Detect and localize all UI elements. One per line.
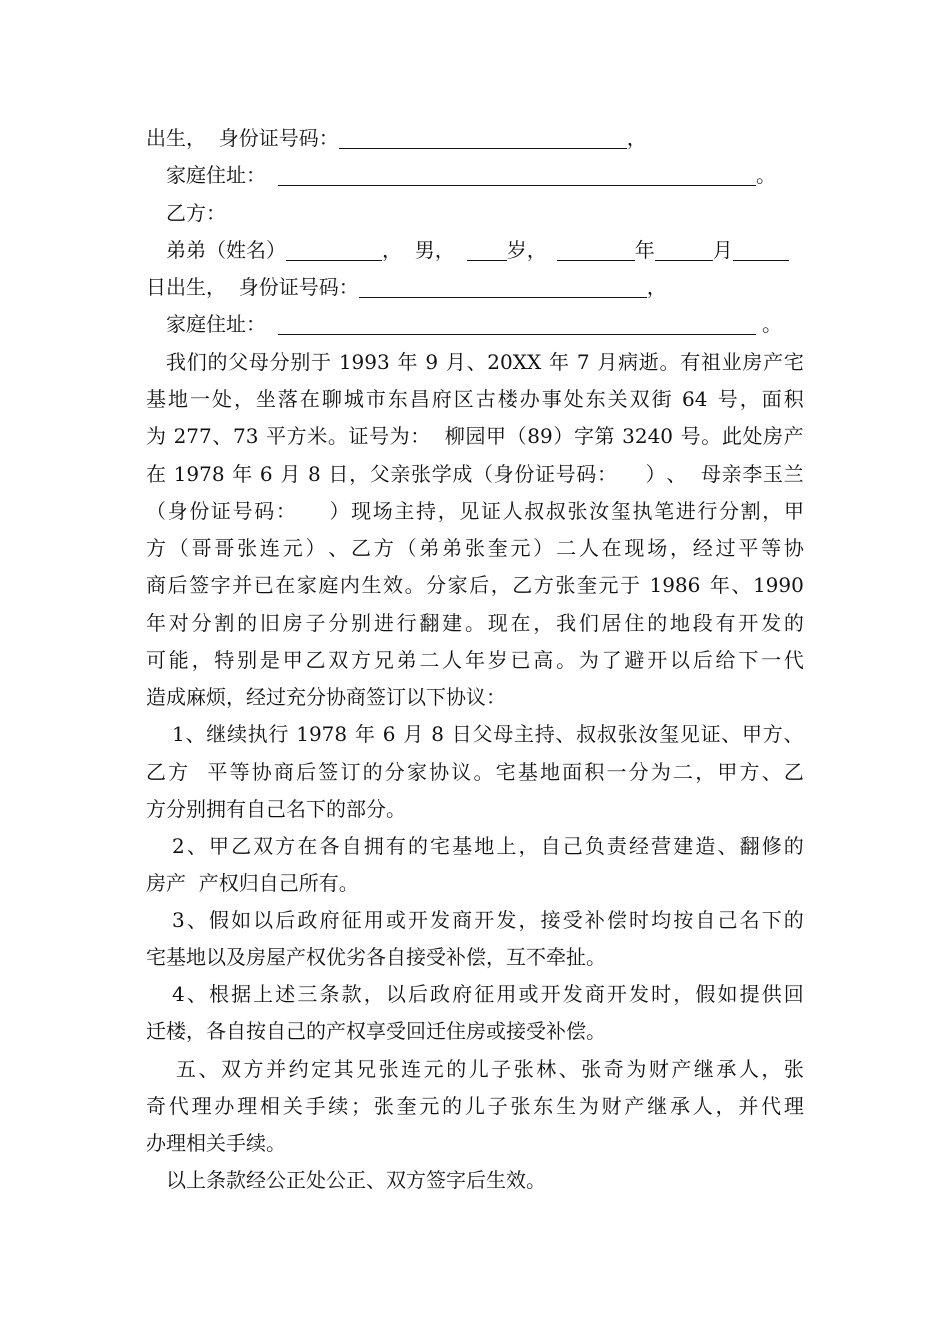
body-line: 我 们 的 父 母 分 别 于 1993 年 9 月 、 20XX 年 7 月 病 逝 。 有 祖 业 房 产 宅 bbox=[166, 350, 804, 374]
address-label: 家庭住址： bbox=[166, 163, 266, 187]
name-label: 弟弟（姓名） bbox=[166, 238, 286, 262]
party-b-label: 乙方： bbox=[166, 201, 226, 225]
age-blank[interactable] bbox=[467, 238, 507, 261]
clause-4-line: 迁楼，各自按自己的产权享受回迁住房或接受补偿。 bbox=[146, 1019, 606, 1043]
body-line: （ 身 份 证 号 码 ： ） 现 场 主 持 ， 见 证 人 叔 叔 张 汝 玺 执 笔 进 行 分 割 ， 甲 bbox=[146, 499, 804, 523]
clause-3-line: 宅基地以及房屋产权优劣各自接受补偿，互不牵扯。 bbox=[146, 945, 606, 969]
punct: 。 bbox=[762, 312, 782, 336]
clause-5-line: 奇 代 理 办 理 相 关 手 续 ； 张 奎 元 的 儿 子 张 东 生 为 财 产 继 承 人 ， 并 代 理 bbox=[146, 1094, 804, 1118]
id-label: 出生， 身份证号码： bbox=[146, 126, 339, 150]
address-blank[interactable] bbox=[278, 163, 756, 186]
body-line: 商 后 签 字 并 已 在 家 庭 内 生 效 。 分 家 后 ， 乙 方 张 奎 元 于 1986 年 、 1990 bbox=[146, 573, 804, 597]
clause-5-line: 五 、 双 方 并 约 定 其 兄 张 连 元 的 儿 子 张 林 、 张 奇 为 财 产 继 承 人 ， 张 bbox=[176, 1057, 804, 1081]
id-number-blank[interactable] bbox=[339, 126, 627, 149]
clause-2-line: 房产 产权归自己所有。 bbox=[146, 871, 359, 895]
age-label: 岁， bbox=[506, 238, 547, 262]
punct: ， bbox=[646, 275, 667, 299]
punct: 。 bbox=[756, 163, 776, 187]
id-number-blank[interactable] bbox=[359, 275, 647, 298]
address-label: 家庭住址： bbox=[166, 312, 266, 336]
party-b-address-line bbox=[166, 310, 782, 338]
clause-3-line: 3 、 假 如 以 后 政 府 征 用 或 开 发 商 开 发 ， 接 受 补 偿 时 均 按 自 己 名 下 的 bbox=[172, 908, 804, 932]
name-blank[interactable] bbox=[286, 238, 382, 261]
year-blank[interactable] bbox=[557, 238, 635, 261]
clause-4-line: 4 、 根 据 上 述 三 条 款 ， 以 后 政 府 征 用 或 开 发 商 开 发 时 ， 假 如 提 供 回 bbox=[172, 982, 804, 1006]
clause-1-line: 1 、 继 续 执 行 1978 年 6 月 8 日 父 母 主 持 、 叔 叔 张 汝 玺 见 证 、 甲 方 、 bbox=[172, 722, 804, 746]
body-line: 造成麻烦，经过充分协商签订以下协议： bbox=[146, 685, 506, 709]
body-line: 方 （ 哥 哥 张 连 元 ） 、 乙 方 （ 弟 弟 张 奎 元 ） 二 人 在 现 场 ， 经 过 平 等 协 bbox=[146, 536, 804, 560]
party-a-birth-line bbox=[146, 124, 647, 152]
day-blank[interactable] bbox=[733, 238, 789, 261]
month-label: 月 bbox=[712, 238, 733, 262]
closing-line: 以上条款经公正处公正、双方签字后生效。 bbox=[166, 1168, 546, 1192]
clause-2-line: 2 、 甲 乙 双 方 在 各 自 拥 有 的 宅 基 地 上 ， 自 己 负 责 经 营 建 造 、 翻 修 的 bbox=[172, 834, 804, 858]
month-blank[interactable] bbox=[655, 238, 713, 261]
punct: ， bbox=[626, 126, 647, 150]
id-label: 日出生， 身份证号码： bbox=[146, 275, 359, 299]
clause-1-line: 乙 方 平 等 协 商 后 签 订 的 分 家 协 议 。 宅 基 地 面 积 一 分 为 二 ， 甲 方 、 乙 bbox=[146, 760, 804, 784]
body-line: 可 能 ， 特 别 是 甲 乙 双 方 兄 弟 二 人 年 岁 已 高 。 为 了 避 开 以 后 给 下 一 代 bbox=[146, 648, 804, 672]
address-blank[interactable] bbox=[278, 312, 756, 335]
party-b-name-line bbox=[166, 236, 789, 264]
clause-1-line: 方分别拥有自己名下的部分。 bbox=[146, 797, 406, 821]
party-b-birth-line bbox=[146, 273, 667, 301]
clause-5-line: 办理相关手续。 bbox=[146, 1131, 286, 1155]
body-line: 在 1978 年 6 月 8 日 ， 父 亲 张 学 成 （ 身 份 证 号 码 ： ） 、 母 亲 李 玉 兰 bbox=[146, 462, 804, 486]
body-line: 年 对 分 割 的 旧 房 子 分 别 进 行 翻 建 。 现 在 ， 我 们 居 住 的 地 段 有 开 发 的 bbox=[146, 611, 804, 635]
body-line: 基 地 一 处 ， 坐 落 在 聊 城 市 东 昌 府 区 古 楼 办 事 处 东 关 双 街 64 号 ， 面 积 bbox=[146, 387, 804, 411]
body-line: 为 277 、 73 平 方 米 。 证 号 为 ： 柳 园 甲 （ 89 ） 字 第 3240 号 。 此 处 房 产 bbox=[146, 424, 804, 448]
gender-text: ， 男， bbox=[382, 238, 455, 262]
party-a-address-line bbox=[166, 161, 776, 189]
year-label: 年 bbox=[634, 238, 655, 262]
